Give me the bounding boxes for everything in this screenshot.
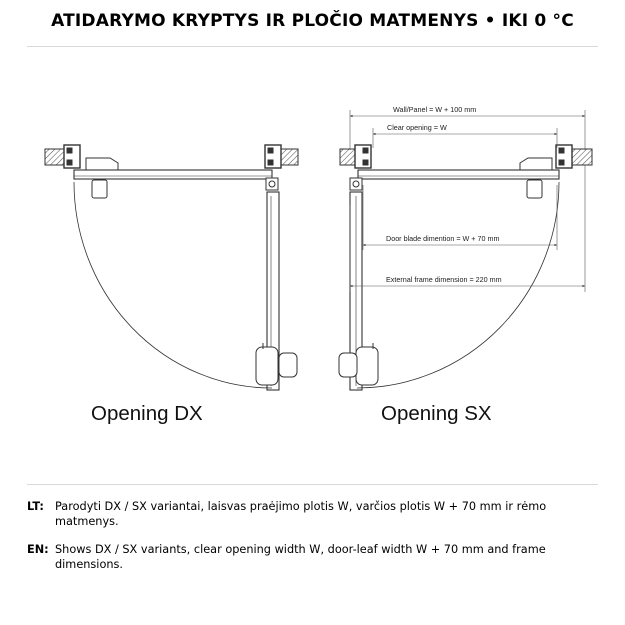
note-lt [27, 499, 587, 529]
dimension-lines [350, 110, 585, 292]
opening-sx-drawing [339, 145, 592, 390]
note-en [27, 542, 587, 572]
dim-clear-opening: Clear opening = W [387, 123, 447, 132]
note-en-key: EN: [27, 543, 49, 556]
dim-external-frame: External frame dimension = 220 mm [386, 275, 502, 284]
note-en-text: Shows DX / SX variants, clear opening width W, door-leaf width W + 70 mm and frame dimensions. [55, 543, 546, 571]
opening-dx-drawing [45, 145, 298, 390]
note-lt-key: LT: [27, 500, 44, 513]
bottom-divider [27, 484, 598, 485]
wall-right-sx [572, 149, 592, 165]
dim-door-blade: Door blade dimention = W + 70 mm [386, 234, 500, 243]
caption-opening-dx: Opening DX [91, 402, 203, 425]
caption-opening-sx: Opening SX [381, 402, 492, 425]
page-title: ATIDARYMO KRYPTYS IR PLOČIO MATMENYS • IKI 0 °C [51, 11, 574, 31]
dim-wall-panel: Wall/Panel = W + 100 mm [393, 105, 477, 114]
note-lt-text: Parodyti DX / SX variantai, laisvas praėjimo plotis W, varčios plotis W + 70 mm ir rėmo matmenys. [55, 500, 547, 528]
